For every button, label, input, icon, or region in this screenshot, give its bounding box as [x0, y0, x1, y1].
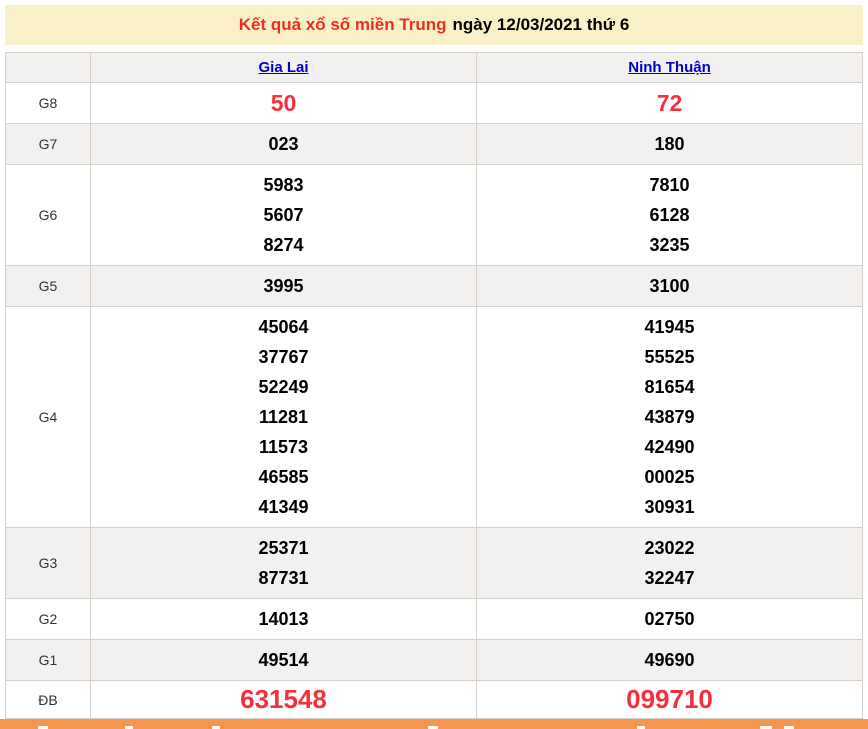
prize-row-g4: [6, 307, 863, 528]
prize-values-g1-col1: [477, 640, 863, 681]
prize-number: 43879: [644, 407, 695, 427]
prize-label-g1: G1: [6, 640, 91, 681]
prize-number: 42490: [644, 437, 695, 457]
prize-number: 52249: [258, 377, 309, 397]
province-header-row: [6, 53, 863, 83]
province-link-ninh-thuan[interactable]: Ninh Thuận: [628, 59, 711, 76]
prize-values-g7-col0: [91, 124, 477, 165]
prize-row-g1: [6, 640, 863, 681]
prize-values-db-col1: [477, 681, 863, 719]
prize-number: 32247: [644, 568, 695, 588]
prize-number: 72: [656, 90, 683, 116]
prize-label-g5: G5: [6, 266, 91, 307]
prize-number: 46585: [258, 467, 309, 487]
prize-row-g7: [6, 124, 863, 165]
prize-number: 49514: [258, 650, 309, 670]
prize-label-g6: G6: [6, 165, 91, 266]
prize-number: 37767: [258, 347, 309, 367]
prize-values-g3-col0: [91, 528, 477, 599]
prize-number: 02750: [644, 609, 695, 629]
prize-number: 7810: [649, 175, 690, 195]
prize-label-db: ĐB: [6, 681, 91, 719]
prize-number: 55525: [644, 347, 695, 367]
prize-values-g5-col1: [477, 266, 863, 307]
prize-number: 41349: [258, 497, 309, 517]
prize-values-g3-col1: [477, 528, 863, 599]
prize-values-g4-col1: [477, 307, 863, 528]
prize-number: 45064: [258, 317, 309, 337]
prize-number: 5983: [263, 175, 304, 195]
prize-row-db: [6, 681, 863, 719]
prize-row-g6: [6, 165, 863, 266]
province-header-ninh-thuan: [477, 53, 863, 83]
prize-values-g7-col1: [477, 124, 863, 165]
corner-cell: [6, 53, 91, 83]
prize-values-g8-col0: [91, 83, 477, 124]
prize-values-g5-col0: [91, 266, 477, 307]
title-region-text: Kết quả xổ số miền Trung: [238, 15, 447, 34]
footer-bar: [0, 719, 868, 729]
prize-number: 25371: [258, 538, 309, 558]
prize-values-g4-col0: [91, 307, 477, 528]
prize-number: 30931: [644, 497, 695, 517]
prize-number: 631548: [240, 684, 327, 714]
prize-label-g8: G8: [6, 83, 91, 124]
prize-number: 3235: [649, 235, 690, 255]
prize-number: 14013: [258, 609, 309, 629]
prize-number: 00025: [644, 467, 695, 487]
prize-number: 023: [268, 134, 299, 154]
prize-row-g5: [6, 266, 863, 307]
prize-number: 099710: [626, 684, 713, 714]
page-title: [5, 5, 863, 45]
prize-values-g1-col0: [91, 640, 477, 681]
prize-number: 5607: [263, 205, 304, 225]
province-header-gia-lai: [91, 53, 477, 83]
prize-label-g2: G2: [6, 599, 91, 640]
prize-number: 23022: [644, 538, 695, 558]
prize-row-g8: [6, 83, 863, 124]
prize-values-g6-col1: [477, 165, 863, 266]
prize-row-g2: [6, 599, 863, 640]
results-table-body: [6, 83, 863, 719]
title-date-text: ngày 12/03/2021 thứ 6: [452, 15, 630, 34]
prize-number: 180: [654, 134, 685, 154]
prize-number: 49690: [644, 650, 695, 670]
prize-values-db-col0: [91, 681, 477, 719]
prize-number: 3100: [649, 276, 690, 296]
results-table: [5, 52, 863, 719]
prize-values-g2-col0: [91, 599, 477, 640]
prize-number: 87731: [258, 568, 309, 588]
prize-number: 11573: [258, 437, 309, 457]
prize-label-g7: G7: [6, 124, 91, 165]
prize-number: 8274: [263, 235, 304, 255]
prize-row-g3: [6, 528, 863, 599]
prize-number: 41945: [644, 317, 695, 337]
province-link-gia-lai[interactable]: Gia Lai: [258, 59, 309, 76]
prize-label-g4: G4: [6, 307, 91, 528]
prize-number: 6128: [649, 205, 690, 225]
prize-number: 50: [270, 90, 297, 116]
prize-label-g3: G3: [6, 528, 91, 599]
prize-number: 81654: [644, 377, 695, 397]
prize-number: 11281: [258, 407, 309, 427]
prize-values-g6-col0: [91, 165, 477, 266]
prize-number: 3995: [263, 276, 304, 296]
prize-values-g2-col1: [477, 599, 863, 640]
prize-values-g8-col1: [477, 83, 863, 124]
